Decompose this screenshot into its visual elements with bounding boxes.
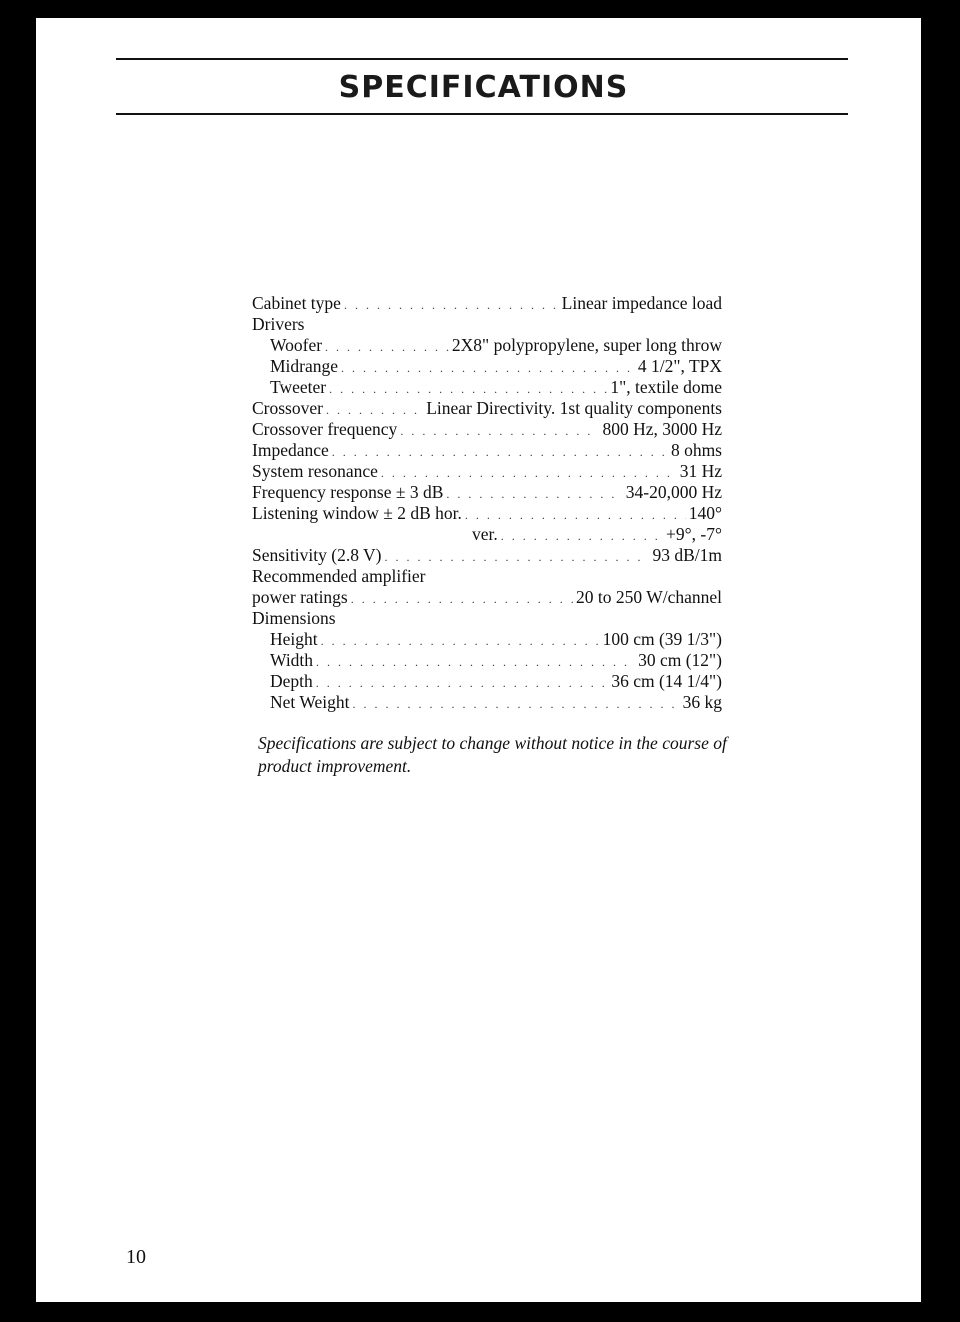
page-title: SPECIFICATIONS [338, 70, 629, 105]
spec-heading-drivers [252, 314, 722, 335]
dot-leader [316, 652, 635, 673]
spec-label: Crossover [252, 398, 323, 418]
spec-value: 36 cm (14 1/4") [611, 671, 722, 691]
spec-row-system-resonance [252, 461, 722, 482]
dot-leader [352, 694, 679, 715]
spec-label: Width [270, 650, 314, 670]
dot-leader [326, 400, 423, 421]
dot-leader [325, 337, 449, 358]
spec-label: Tweeter [270, 377, 327, 397]
spec-value: 36 kg [682, 692, 722, 712]
spec-row-listening-window-hor [252, 503, 722, 524]
specifications-disclaimer: Specifications are subject to change without notice in the course of product improvement. [258, 733, 727, 776]
spec-row-tweeter [252, 377, 722, 398]
dot-leader [344, 295, 559, 316]
spec-label: Frequency response ± 3 dB [252, 482, 444, 502]
spec-heading: Recommended amplifier [252, 566, 426, 586]
spec-label: Net Weight [270, 692, 350, 712]
spec-row-width [252, 650, 722, 671]
spec-value: 4 1/2", TPX [637, 356, 722, 376]
spec-label: Impedance [252, 440, 329, 460]
spec-row-impedance [252, 440, 722, 461]
header-top-rule [116, 58, 848, 60]
spec-row-listening-window-ver [252, 524, 722, 545]
spec-value: 2X8" polypropylene, super long throw [451, 335, 722, 355]
spec-value: 100 cm (39 1/3") [602, 629, 722, 649]
spec-value: Linear impedance load [561, 293, 722, 313]
spec-row-woofer [252, 335, 722, 356]
spec-label: Midrange [270, 356, 339, 376]
spec-value: 20 to 250 W/channel [576, 587, 722, 607]
dot-leader [321, 631, 600, 652]
header-bottom-rule [116, 113, 848, 115]
spec-value: 31 Hz [679, 461, 722, 481]
page-number: 10 [126, 1246, 146, 1268]
spec-value: Linear Directivity. 1st quality components [426, 398, 722, 418]
spec-value: 93 dB/1m [652, 545, 722, 565]
dot-leader [332, 442, 668, 463]
spec-row-crossover [252, 398, 722, 419]
dot-leader [465, 505, 686, 526]
manual-page [36, 18, 921, 1302]
dot-leader [446, 484, 622, 505]
spec-value: 8 ohms [670, 440, 722, 460]
spec-row-depth [252, 671, 722, 692]
spec-label: Listening window ± 2 dB hor. [252, 503, 462, 523]
spec-label: System resonance [252, 461, 378, 481]
spec-heading: Dimensions [252, 608, 336, 628]
dot-leader [384, 547, 649, 568]
spec-label: Depth [270, 671, 313, 691]
spec-row-frequency-response [252, 482, 722, 503]
spec-value: 1", textile dome [610, 377, 722, 397]
spec-row-height [252, 629, 722, 650]
spec-row-power-ratings [252, 587, 722, 608]
spec-row-midrange [252, 356, 722, 377]
spec-label: Height [270, 629, 318, 649]
spec-label: power ratings [252, 587, 348, 607]
dot-leader [341, 358, 635, 379]
dot-leader [351, 589, 573, 610]
spec-value: +9°, -7° [666, 524, 722, 544]
spec-label: Sensitivity (2.8 V) [252, 545, 382, 565]
spec-value: 800 Hz, 3000 Hz [602, 419, 722, 439]
spec-heading-dimensions [252, 608, 722, 629]
spec-label: ver. [472, 524, 498, 544]
spec-label: Woofer [270, 335, 323, 355]
spec-heading-amplifier [252, 566, 722, 587]
spec-row-cabinet-type [252, 293, 722, 314]
spec-label: Crossover frequency [252, 419, 398, 439]
dot-leader [329, 379, 607, 400]
spec-row-net-weight [252, 692, 722, 713]
spec-label: Cabinet type [252, 293, 341, 313]
spec-value: 34-20,000 Hz [625, 482, 722, 502]
spec-value: 140° [688, 503, 722, 523]
spec-value: 30 cm (12") [638, 650, 722, 670]
dot-leader [400, 421, 599, 442]
dot-leader [501, 526, 663, 547]
dot-leader [316, 673, 609, 694]
spec-heading: Drivers [252, 314, 305, 334]
dot-leader [381, 463, 677, 484]
spec-row-crossover-frequency [252, 419, 722, 440]
specifications-list [252, 293, 722, 713]
spec-row-sensitivity [252, 545, 722, 566]
